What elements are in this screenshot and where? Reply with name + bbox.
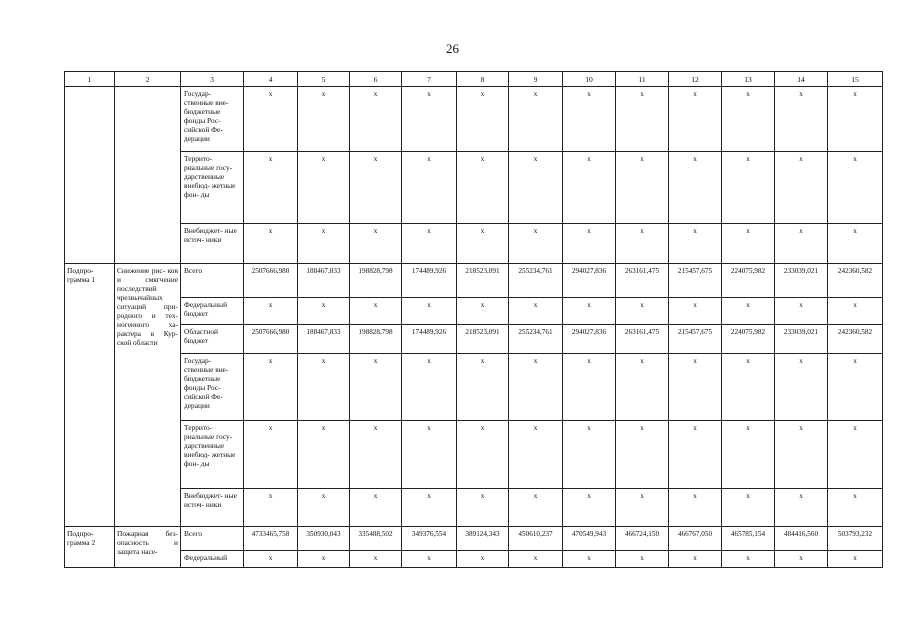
value-cell: x [244,421,298,489]
table-row [65,152,883,224]
value-cell: x [402,354,457,421]
value-cell: x [669,354,722,421]
value-cell: x [350,224,402,264]
value-cell: x [828,489,883,527]
value-cell: x [350,421,402,489]
table-row [65,527,883,551]
value-cell: x [775,224,828,264]
value-cell: 242360,582 [828,264,883,298]
value-cell: x [616,87,669,152]
value-cell: 389124,343 [457,527,509,551]
value-cell: x [457,152,509,224]
table-row [65,489,883,527]
value-cell: x [457,224,509,264]
value-cell: x [828,421,883,489]
value-cell: x [457,489,509,527]
value-cell: x [563,152,616,224]
value-cell: x [775,421,828,489]
value-cell: x [350,298,402,325]
value-cell: x [828,298,883,325]
value-cell: x [298,489,350,527]
value-cell: x [350,551,402,568]
table-row [65,325,883,354]
table-row [65,551,883,568]
funding-source: Террито- риальные госу- дарственные внебюд- жетные фон- ды [181,152,244,224]
column-number-3: 3 [181,72,244,87]
value-cell: x [722,152,775,224]
value-cell: x [616,354,669,421]
value-cell: 335488,502 [350,527,402,551]
value-cell: x [244,224,298,264]
column-number-6: 6 [350,72,402,87]
table-row [65,224,883,264]
subprogram-name [65,87,115,264]
column-number-12: 12 [669,72,722,87]
table-row [65,298,883,325]
value-cell: x [616,489,669,527]
funding-source: Террито- риальные госу- дарственные внебюд- жетные фон- ды [181,421,244,489]
value-cell: x [509,152,563,224]
subprogram-name: Подпро- грамма 1 [65,264,115,527]
value-cell: 466724,150 [616,527,669,551]
value-cell: 465785,154 [722,527,775,551]
value-cell: x [457,354,509,421]
table-body [65,72,883,568]
value-cell: 218523,091 [457,325,509,354]
value-cell: x [722,224,775,264]
table-row [65,87,883,152]
value-cell: x [350,489,402,527]
value-cell: 263161,475 [616,325,669,354]
value-cell: 350930,043 [298,527,350,551]
value-cell: x [244,152,298,224]
value-cell: x [298,298,350,325]
value-cell: 450610,237 [509,527,563,551]
value-cell: 242360,582 [828,325,883,354]
value-cell: x [509,224,563,264]
value-cell: x [669,298,722,325]
funding-source: Внебюджет- ные источ- ники [181,224,244,264]
subprogram-name: Подпро- грамма 2 [65,527,115,568]
column-number-10: 10 [563,72,616,87]
value-cell: x [244,87,298,152]
value-cell: x [828,87,883,152]
column-number-8: 8 [457,72,509,87]
value-cell: x [350,87,402,152]
value-cell: x [402,87,457,152]
column-number-1: 1 [65,72,115,87]
column-number-2: 2 [115,72,181,87]
value-cell: 263161,475 [616,264,669,298]
value-cell: x [616,224,669,264]
value-cell: x [775,87,828,152]
value-cell: x [828,551,883,568]
value-cell: x [722,354,775,421]
value-cell: 215457,675 [669,264,722,298]
funding-source: Государ- ственные вне- бюджетные фонды Рос- сийской Фе- дерации [181,87,244,152]
value-cell: 255234,761 [509,325,563,354]
value-cell: x [563,421,616,489]
funding-source: Всего [181,264,244,298]
value-cell: x [298,421,350,489]
funding-source: Областной бюджет [181,325,244,354]
value-cell: x [722,421,775,489]
funding-source: Федеральный бюджет [181,298,244,325]
funding-source: Государ- ственные вне- бюджетные фонды Рос- сийской Фе- дерации [181,354,244,421]
value-cell: 198828,798 [350,264,402,298]
value-cell: x [616,152,669,224]
value-cell: x [563,224,616,264]
value-cell: 188467,833 [298,325,350,354]
value-cell: x [402,224,457,264]
value-cell: x [828,152,883,224]
value-cell: x [402,152,457,224]
value-cell: 466767,050 [669,527,722,551]
value-cell: 484416,560 [775,527,828,551]
value-cell: x [244,354,298,421]
value-cell: 224075,982 [722,264,775,298]
budget-table [64,71,883,568]
value-cell: x [828,354,883,421]
value-cell: 2507666,980 [244,264,298,298]
subprogram-description [115,87,181,264]
column-number-15: 15 [828,72,883,87]
value-cell: x [402,489,457,527]
value-cell: x [669,551,722,568]
value-cell: 215457,675 [669,325,722,354]
funding-source: Всего [181,527,244,551]
value-cell: 174489,926 [402,264,457,298]
value-cell: x [457,298,509,325]
value-cell: x [669,489,722,527]
value-cell: x [828,224,883,264]
value-cell: 198828,798 [350,325,402,354]
value-cell: x [669,152,722,224]
page-number: 26 [446,41,459,56]
value-cell: x [402,551,457,568]
value-cell: x [509,489,563,527]
value-cell: x [669,87,722,152]
value-cell: 2507666,980 [244,325,298,354]
value-cell: x [298,551,350,568]
value-cell: 174489,926 [402,325,457,354]
value-cell: x [509,298,563,325]
value-cell: 188467,833 [298,264,350,298]
value-cell: x [775,354,828,421]
value-cell: 255234,761 [509,264,563,298]
value-cell: x [563,489,616,527]
value-cell: x [563,298,616,325]
value-cell: x [616,551,669,568]
value-cell: 503793,232 [828,527,883,551]
column-number-11: 11 [616,72,669,87]
value-cell: x [509,354,563,421]
table-row [65,264,883,298]
table-row [65,421,883,489]
column-number-14: 14 [775,72,828,87]
funding-source: Федеральный [181,551,244,568]
value-cell: x [563,551,616,568]
value-cell: x [298,354,350,421]
value-cell: x [509,421,563,489]
value-cell: x [350,354,402,421]
value-cell: 294027,836 [563,264,616,298]
subprogram-description: Снижение рис- ков и смягчение последствий чрезвычайных ситуаций при- родного и тех- ногенного ха- рактера в Кур- ской области [115,264,181,527]
column-number-13: 13 [722,72,775,87]
value-cell: 233039,021 [775,264,828,298]
column-number-7: 7 [402,72,457,87]
column-number-9: 9 [509,72,563,87]
value-cell: 218523,091 [457,264,509,298]
value-cell: x [457,551,509,568]
value-cell: 224075,982 [722,325,775,354]
value-cell: 349376,554 [402,527,457,551]
value-cell: x [402,421,457,489]
subprogram-description: Пожарная без- опасность и защита насе- [115,527,181,568]
column-number-row [65,72,883,87]
value-cell: x [775,298,828,325]
value-cell: x [298,152,350,224]
value-cell: 233039,021 [775,325,828,354]
value-cell: x [563,87,616,152]
value-cell: x [722,489,775,527]
column-number-4: 4 [244,72,298,87]
value-cell: x [563,354,616,421]
value-cell: x [509,551,563,568]
value-cell: x [775,551,828,568]
value-cell: x [669,421,722,489]
value-cell: x [616,421,669,489]
value-cell: x [775,152,828,224]
column-number-5: 5 [298,72,350,87]
funding-source: Внебюджет- ные источ- ники [181,489,244,527]
table-row [65,354,883,421]
value-cell: 470549,943 [563,527,616,551]
value-cell: x [244,489,298,527]
value-cell: x [457,421,509,489]
value-cell: x [775,489,828,527]
value-cell: 4733465,758 [244,527,298,551]
value-cell: x [722,87,775,152]
value-cell: x [509,87,563,152]
value-cell: x [298,87,350,152]
value-cell: x [722,551,775,568]
value-cell: x [722,298,775,325]
value-cell: 294027,836 [563,325,616,354]
value-cell: x [244,551,298,568]
value-cell: x [244,298,298,325]
value-cell: x [669,224,722,264]
value-cell: x [402,298,457,325]
value-cell: x [350,152,402,224]
value-cell: x [457,87,509,152]
value-cell: x [616,298,669,325]
value-cell: x [298,224,350,264]
